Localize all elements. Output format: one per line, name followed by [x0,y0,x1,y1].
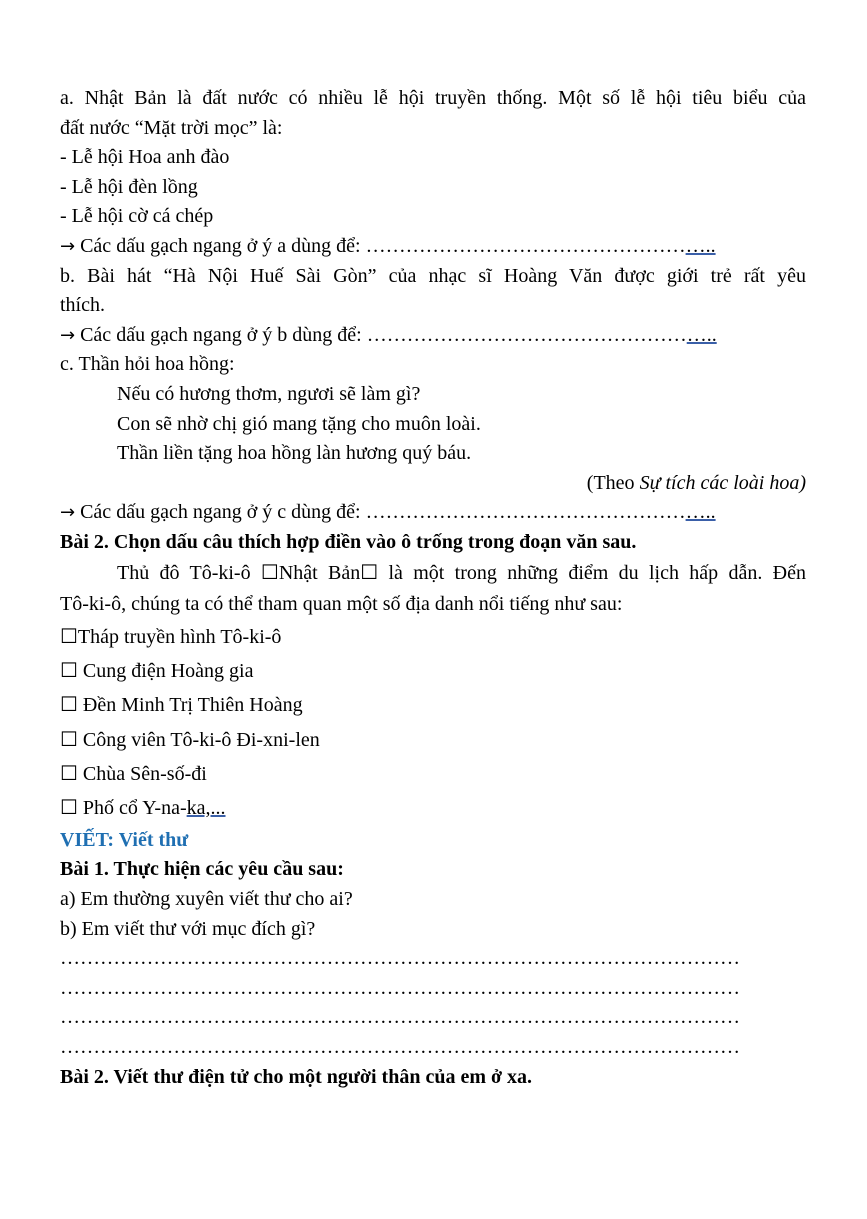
section-b-line2: thích. [60,294,105,317]
dialogue-line: Thần liền tặng hoa hồng làn hương quý báu. [117,442,472,465]
bai2-para-line1: Thủ đô Tô-ki-ô ☐Nhật Bản☐ là một trong những điểm du lịch hấp dẫn. Đến [117,561,806,584]
arrow-icon: → [60,235,76,257]
checkbox-item[interactable]: ☐ Chùa Sên-số-đi [60,763,207,786]
list-item: - Lễ hội đèn lồng [60,175,198,198]
source-title: Sự tích các loài hoa) [639,471,806,494]
viet-bai2-heading: Bài 2. Viết thư điện tử cho một người thân của em ở xa. [60,1065,533,1088]
source-citation [60,469,806,499]
document-page [60,84,806,1092]
bai2-para-line2: Tô-ki-ô, chúng ta có thể tham quan một số địa danh nổi tiếng như sau: [60,592,623,615]
section-c-intro: c. Thần hỏi hoa hồng: [60,353,235,376]
list-item: - Lễ hội Hoa anh đào [60,146,230,169]
section-a-line2: đất nước “Mặt trời mọc” là: [60,116,283,139]
question-b: b) Em viết thư với mục đích gì? [60,917,316,940]
bai2-heading: Bài 2. Chọn dấu câu thích hợp điền vào ô trống trong đoạn văn sau. [60,530,637,553]
answer-prompt: Các dấu gạch ngang ở ý a dùng để: [75,234,366,257]
checkbox-item[interactable]: ☐ Cung điện Hoàng gia [60,659,254,682]
viet-bai1-heading: Bài 1. Thực hiện các yêu cầu sau: [60,858,344,881]
checkbox-item[interactable]: ☐ Công viên Tô-ki-ô Đi-xni-len [60,728,320,751]
answer-prompt: Các dấu gạch ngang ở ý c dùng để: [75,501,366,524]
viet-heading: VIẾT: Viết thư [60,828,189,851]
answer-dot-line[interactable]: ………………………………………………………………………………………… [60,947,740,970]
answer-dots: ………………………………………… [365,501,686,524]
answer-prompt: Các dấu gạch ngang ở ý b dùng để: [75,323,367,346]
answer-dot-line[interactable]: ………………………………………………………………………………………… [60,1006,740,1029]
section-a-line1: a. Nhật Bản là đất nước có nhiều lễ hội truyền thống. Một số lễ hội tiêu biểu của [60,87,806,109]
answer-line-b[interactable] [60,321,806,351]
answer-dots-underlined: ….. [685,501,716,524]
dialogue-line: Con sẽ nhờ chị gió mang tặng cho muôn loài. [117,412,481,435]
checkbox-item-last[interactable] [60,791,806,825]
answer-dots-underlined: ….. [685,234,716,257]
section-b-line1: b. Bài hát “Hà Nội Huế Sài Gòn” của nhạc sĩ Hoàng Văn được giới trẻ rất yêu [60,264,806,287]
arrow-icon: → [60,502,76,524]
answer-line-a[interactable] [60,232,806,262]
question-a: a) Em thường xuyên viết thư cho ai? [60,888,353,911]
checkbox-item[interactable]: ☐Tháp truyền hình Tô-ki-ô [60,625,282,648]
answer-dot-line[interactable]: ………………………………………………………………………………………… [60,976,740,999]
answer-line-c[interactable] [60,498,806,528]
last-item-underlined: ka,... [186,797,226,820]
dialogue-line: Nếu có hương thơm, ngươi sẽ làm gì? [117,382,421,405]
list-item: - Lễ hội cờ cá chép [60,205,214,228]
answer-dots: ………………………………………… [366,323,687,346]
answer-dots: ………………………………………… [365,234,686,257]
arrow-icon: → [60,324,76,346]
answer-dots-underlined: ….. [686,323,717,346]
answer-dot-line[interactable]: ………………………………………………………………………………………… [60,1036,740,1058]
source-prefix: (Theo [586,471,640,494]
last-item-prefix: ☐ Phố cổ Y-na- [60,797,187,820]
checkbox-item[interactable]: ☐ Đền Minh Trị Thiên Hoàng [60,694,303,717]
